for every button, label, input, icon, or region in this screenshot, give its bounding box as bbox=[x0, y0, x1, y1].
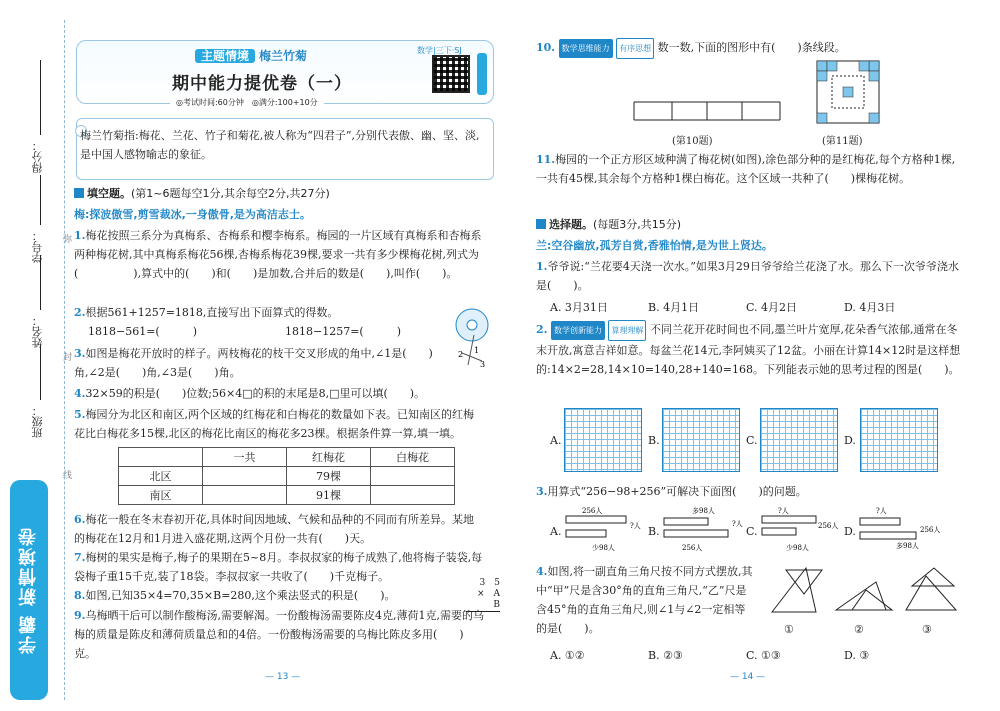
question-text: 用算式“256−98+256”可解决下面图( )的问题。 bbox=[547, 485, 807, 498]
binder-mark: 弥 bbox=[61, 234, 71, 243]
qr-code[interactable] bbox=[432, 55, 470, 93]
binder-mark: 封 bbox=[61, 352, 71, 361]
page-number-right: — 14 — bbox=[730, 672, 766, 682]
question-number: 7. bbox=[74, 551, 86, 564]
table-header-cell: 一共 bbox=[203, 448, 287, 467]
subject-label: 数学|三下·SJ bbox=[417, 46, 462, 55]
section-note: (第1~6题每空1分,其余每空2分,共27分) bbox=[131, 187, 330, 200]
question-text: 不同兰花开花时间也不同,墨兰叶片宽厚,花朵香气浓郁,通常在冬末开放,寓意吉祥如意。每盆兰花14元,李阿姨买了12盆。小丽在计算14×12时是这样想的:14×2=28,14×10=140,28+140=168。下列能表示她的思考过程的图是( )。 bbox=[536, 323, 961, 376]
choice-question-2 bbox=[536, 320, 966, 379]
brand-logo: 学霸 新情境卷 bbox=[10, 480, 48, 700]
option-d[interactable]: D. 4月3日 bbox=[844, 301, 896, 314]
diagram-label: ?人 bbox=[876, 507, 887, 515]
table-row bbox=[119, 467, 455, 486]
theme-tag: 主题情境 bbox=[195, 49, 255, 63]
question-text: 32×59的积是( )位数;56×4□的积的末尾是8,□里可以填( )。 bbox=[85, 387, 426, 400]
bar-diagram-c bbox=[760, 504, 846, 554]
vertical-mult-bottom: × A B bbox=[466, 589, 500, 612]
option-c[interactable]: C. bbox=[746, 434, 758, 447]
table-header-cell: 白梅花 bbox=[371, 448, 455, 467]
bar-diagram-d bbox=[858, 504, 942, 554]
question-text: 梅园分为北区和南区,两个区域的红梅花和白梅花的数量如下表。已知南区的红梅花比白梅花多15棵,北区的梅花比南区的梅花多23棵。根据条件算一算,填一填。 bbox=[74, 408, 474, 440]
section-motto: 梅:探波傲雪,剪雪裁冰,一身傲骨,是为高洁志士。 bbox=[74, 208, 311, 221]
question-10 bbox=[536, 38, 966, 59]
option-b[interactable]: B. ②③ bbox=[648, 649, 683, 662]
question-7 bbox=[74, 548, 484, 586]
class-field[interactable] bbox=[40, 345, 41, 400]
section-motto: 兰:空谷幽放,孤芳自赏,香雅怡情,是为世上贤达。 bbox=[536, 239, 773, 252]
intro-text: 梅兰竹菊指:梅花、兰花、竹子和菊花,被人称为“四君子”,分别代表傲、幽、坚、淡,是中国人感物喻志的象征。 bbox=[80, 129, 480, 161]
option-a[interactable]: A. ①② bbox=[550, 649, 585, 662]
binder-mark: 线 bbox=[61, 470, 71, 479]
qr-side-tab bbox=[477, 53, 487, 95]
question-4 bbox=[74, 384, 484, 403]
diagram-label: 256人 bbox=[920, 526, 941, 534]
exam-meta: ◎考试时间:60分钟 ◎满分:100+10分 bbox=[170, 97, 324, 108]
table-cell-blank[interactable] bbox=[371, 467, 455, 486]
option-a[interactable]: A. 3月31日 bbox=[550, 301, 608, 314]
table-cell-blank[interactable] bbox=[203, 467, 287, 486]
question-9 bbox=[74, 606, 484, 663]
score-label: 得分： bbox=[31, 140, 44, 173]
question-text: 梅花按照三系分为真梅系、杏梅系和樱李梅系。梅园的一片区域有真梅系和杏梅系两种梅花树,其中真梅系梅花56棵,杏梅系梅花39棵,要求一共有多少棵梅花树,列式为( ),算式中的( )和( )是加数,合并后的数是( ),叫作( )。 bbox=[74, 229, 482, 280]
question-3 bbox=[74, 344, 452, 382]
option-b[interactable]: B. bbox=[648, 434, 660, 447]
question-number: 11. bbox=[536, 153, 556, 166]
figure-label: ③ bbox=[922, 623, 932, 636]
section-bar-icon bbox=[536, 219, 546, 229]
score-field[interactable] bbox=[40, 60, 41, 135]
question-text: 1818−561=( ) 1818−1257=( ) bbox=[88, 325, 402, 338]
diagram-label: 少98人 bbox=[786, 544, 809, 552]
plum-flower-figure bbox=[452, 305, 492, 367]
diagram-label: 256人 bbox=[818, 522, 839, 530]
skill-tag: 有序思想 bbox=[616, 38, 654, 59]
theme-name: 梅兰竹菊 bbox=[259, 49, 308, 63]
bar-diagram-a bbox=[564, 504, 650, 554]
section-title: 填空题。 bbox=[87, 187, 131, 200]
question-number: 4. bbox=[74, 387, 86, 400]
question-1 bbox=[74, 226, 484, 283]
page-number-left: — 13 — bbox=[265, 672, 301, 682]
question-number: 5. bbox=[74, 408, 86, 421]
caption-q11: (第11题) bbox=[822, 136, 863, 147]
question-11 bbox=[536, 150, 966, 188]
diagram-label: 多98人 bbox=[896, 542, 919, 550]
question-number: 6. bbox=[74, 513, 86, 526]
right-page bbox=[500, 0, 1000, 711]
question-5 bbox=[74, 405, 484, 443]
triangle-rulers-figure bbox=[766, 562, 966, 622]
diagram-label: 256人 bbox=[682, 544, 703, 552]
diagram-label: ?人 bbox=[732, 520, 743, 528]
question-number: 9. bbox=[74, 609, 86, 622]
grid-figure-d bbox=[860, 408, 938, 472]
student-id-field[interactable] bbox=[40, 175, 41, 225]
table-row bbox=[119, 486, 455, 505]
grid-figure-a bbox=[564, 408, 642, 472]
svg-text:1: 1 bbox=[474, 346, 480, 355]
question-text: 如图是梅花开放时的样子。两枝梅花的枝干交叉形成的角中,∠1是( )角,∠2是( )角,∠3是( )角。 bbox=[74, 347, 433, 379]
grid-figure-b bbox=[662, 408, 740, 472]
table-cell: 91棵 bbox=[287, 486, 371, 505]
question-text: 梅花一般在冬末春初开花,具体时间因地域、气候和品种的不同而有所差异。某地的梅花在12月和1月进入盛花期,这两个月份一共有( )天。 bbox=[74, 513, 474, 545]
option-a[interactable]: A. bbox=[550, 434, 562, 447]
question-number: 4. bbox=[536, 565, 548, 578]
option-a[interactable]: A. bbox=[550, 525, 562, 538]
question-number: 1. bbox=[536, 260, 548, 273]
question-text: 爷爷说:“兰花要4天浇一次水。”如果3月29日爷爷给兰花浇了水。那么下一次爷爷浇水是( )。 bbox=[536, 260, 959, 292]
svg-text:3: 3 bbox=[480, 360, 486, 367]
bar-diagram-b bbox=[662, 504, 748, 554]
name-label: 姓名： bbox=[31, 315, 44, 348]
section-bar-icon bbox=[74, 188, 84, 198]
diagram-label: ?人 bbox=[778, 507, 789, 515]
plum-count-table bbox=[118, 447, 455, 505]
class-label: 班级： bbox=[31, 405, 44, 438]
question-8 bbox=[74, 586, 464, 605]
ability-tag: 数学思维能力 bbox=[559, 39, 613, 58]
square-grid-figure bbox=[816, 60, 880, 124]
choice-question-3 bbox=[536, 482, 966, 501]
grid-figure-c bbox=[760, 408, 838, 472]
diagram-label: ?人 bbox=[630, 522, 641, 530]
question-2-blanks bbox=[88, 322, 448, 341]
option-d[interactable]: D. ③ bbox=[844, 649, 870, 662]
option-d[interactable]: D. bbox=[844, 434, 856, 447]
question-number: 8. bbox=[74, 589, 86, 602]
student-id-label: 学号： bbox=[31, 230, 44, 263]
section-note: (每题3分,共15分) bbox=[593, 218, 682, 231]
name-field[interactable] bbox=[40, 255, 41, 310]
table-header-cell bbox=[119, 448, 203, 467]
question-number: 3. bbox=[536, 485, 548, 498]
vertical-mult-top: 3 5 bbox=[479, 578, 500, 588]
binder-dashed-line bbox=[64, 20, 65, 700]
question-2 bbox=[74, 303, 444, 322]
table-cell: 79棵 bbox=[287, 467, 371, 486]
table-cell: 南区 bbox=[119, 486, 203, 505]
table-cell-blank[interactable] bbox=[203, 486, 287, 505]
line-segments-figure bbox=[632, 96, 782, 126]
question-6 bbox=[74, 510, 484, 548]
choice-question-4 bbox=[536, 562, 756, 638]
figure-label: ① bbox=[784, 623, 794, 636]
option-b[interactable]: B. 4月1日 bbox=[648, 301, 700, 314]
caption-q10: (第10题) bbox=[672, 136, 713, 147]
question-text: 如图,将一副直角三角尺按不同方式摆放,其中“甲”尺是含30°角的直角三角尺,“乙”尺是含45°角的直角三角尺,则∠1与∠2一定相等的是( )。 bbox=[536, 565, 753, 635]
page-title: 期中能力提优卷（一） bbox=[172, 74, 352, 94]
ability-tag: 数学创新能力 bbox=[551, 321, 605, 340]
table-header-cell: 红梅花 bbox=[287, 448, 371, 467]
question-number: 3. bbox=[74, 347, 86, 360]
diagram-label: 少98人 bbox=[592, 544, 615, 552]
diagram-label: 多98人 bbox=[692, 507, 715, 515]
header-box bbox=[76, 40, 494, 104]
question-number: 2. bbox=[74, 306, 86, 319]
svg-text:2: 2 bbox=[458, 350, 464, 359]
question-number: 1. bbox=[74, 229, 86, 242]
question-text: 梅园的一个正方形区域种满了梅花树(如图),涂色部分种的是红梅花,每个方格种1棵,一共有45棵,其余每个方格种1棵白梅花。这个区域一共种了( )棵梅花树。 bbox=[536, 153, 956, 185]
question-text: 数一数,下面的图形中有( )条线段。 bbox=[657, 41, 846, 54]
question-text: 乌梅晒干后可以制作酸梅汤,需要解渴。一份酸梅汤需要陈皮4克,薄荷1克,需要的乌梅的质量是陈皮和薄荷质量总和的4倍。一份酸梅汤需要的乌梅比陈皮多用( )克。 bbox=[74, 609, 484, 660]
skill-tag: 算理理解 bbox=[608, 320, 646, 341]
theme-heading bbox=[195, 47, 307, 64]
table-header-row bbox=[119, 448, 455, 467]
option-c[interactable]: C. bbox=[746, 525, 758, 538]
section-heading-fill bbox=[74, 185, 330, 201]
table-cell-blank[interactable] bbox=[371, 486, 455, 505]
figure-label: ② bbox=[854, 623, 864, 636]
diagram-label: 256人 bbox=[582, 507, 603, 515]
question-number: 10. bbox=[536, 41, 556, 54]
option-b[interactable]: B. bbox=[648, 525, 660, 538]
question-text: 根据561+1257=1818,直接写出下面算式的得数。 bbox=[85, 306, 339, 319]
section-heading-choice bbox=[536, 216, 681, 232]
section-title: 选择题。 bbox=[549, 218, 593, 231]
option-c[interactable]: C. 4月2日 bbox=[746, 301, 798, 314]
choice-question-1 bbox=[536, 257, 966, 295]
question-number: 2. bbox=[536, 323, 548, 336]
table-cell: 北区 bbox=[119, 467, 203, 486]
question-text: 梅树的果实是梅子,梅子的果期在5~8月。李叔叔家的梅子成熟了,他将梅子装袋,每袋梅子重15千克,装了18袋。李叔叔家一共收了( )千克梅子。 bbox=[74, 551, 483, 583]
option-c[interactable]: C. ①③ bbox=[746, 649, 781, 662]
question-text: 如图,已知35×4=70,35×B=280,这个乘法竖式的积是( )。 bbox=[85, 589, 396, 602]
option-d[interactable]: D. bbox=[844, 525, 856, 538]
